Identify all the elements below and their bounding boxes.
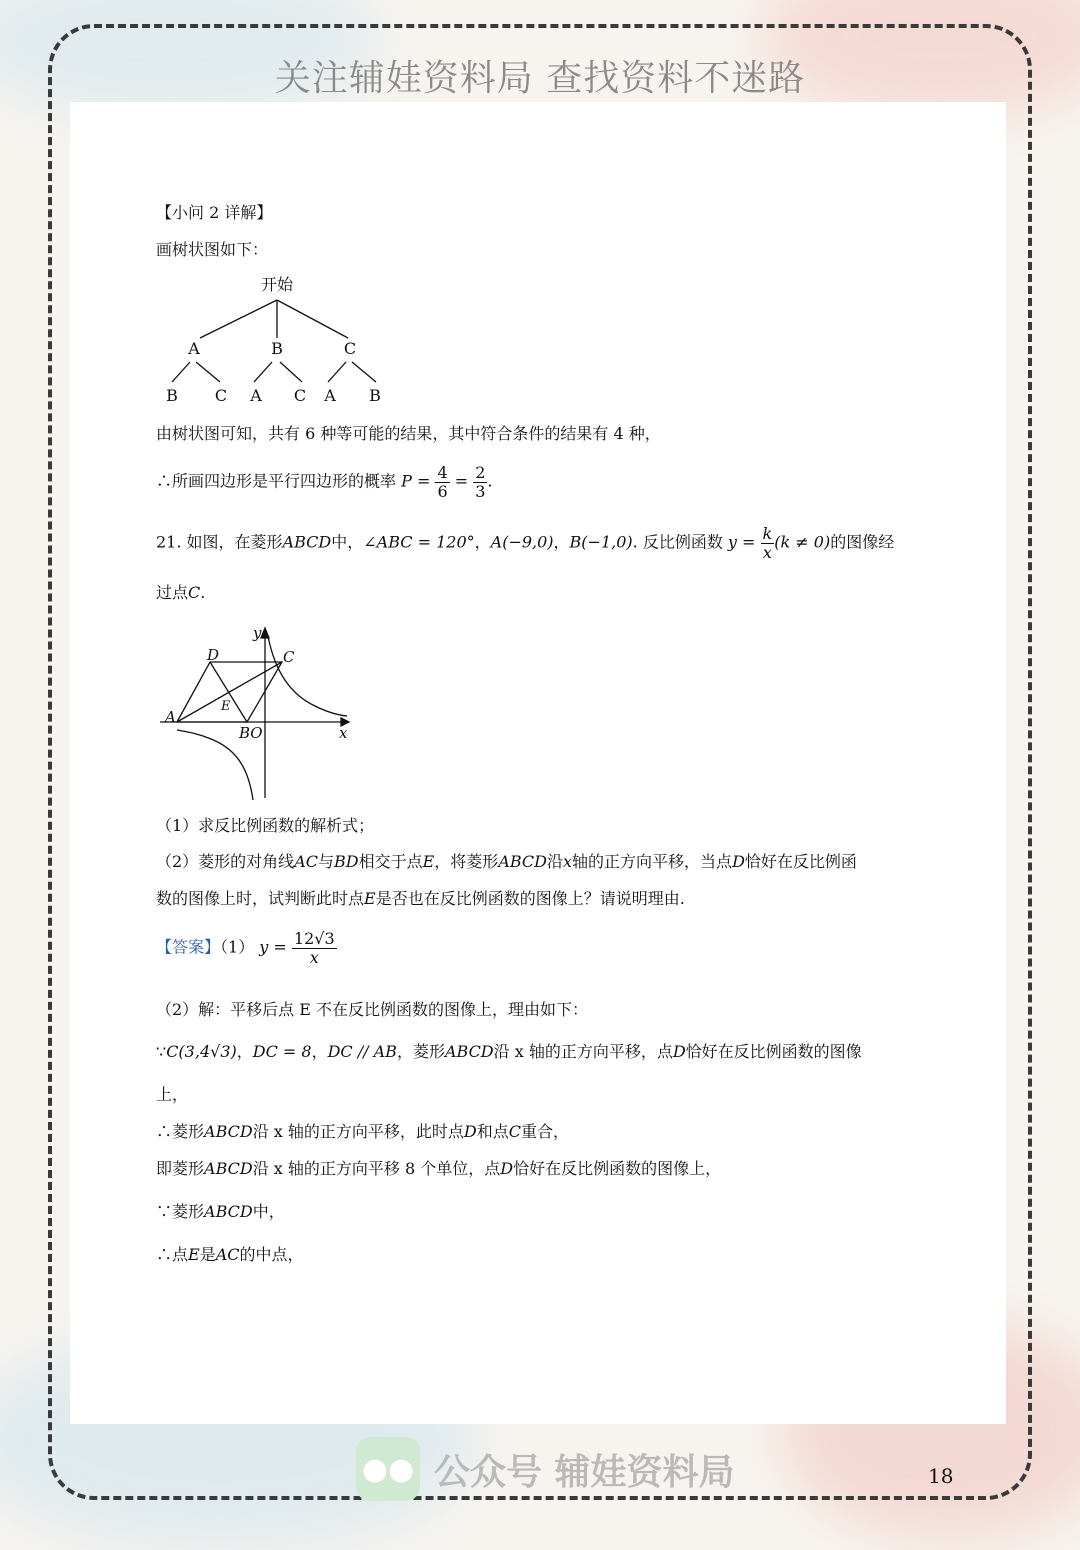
text: 沿 x 轴的正方向平移，此时点 bbox=[252, 1122, 464, 1141]
label-D: D bbox=[207, 646, 220, 664]
question-1: （1）求反比例函数的解析式； bbox=[156, 816, 375, 835]
frac-numerator: k bbox=[762, 524, 773, 543]
text: 恰好在反比例函数的图像上， bbox=[513, 1159, 722, 1178]
answer-therefore-1 bbox=[156, 1119, 569, 1142]
math: C bbox=[508, 1122, 521, 1141]
math: x bbox=[563, 852, 573, 871]
rhombus-figure bbox=[155, 622, 355, 804]
math: D bbox=[500, 1159, 514, 1178]
math: D bbox=[463, 1122, 477, 1141]
page-header-title: 关注辅娃资料局 查找资料不迷路 bbox=[274, 58, 806, 99]
math: ABCD bbox=[204, 1202, 253, 1221]
tree-conclusion: 由树状图可知，共有 6 种等可能的结果，其中符合条件的结果有 4 种， bbox=[156, 424, 661, 443]
footer-text: 公众号 辅娃资料局 bbox=[434, 1451, 735, 1493]
label-y: y bbox=[253, 624, 262, 642]
text: ∴点 bbox=[156, 1245, 189, 1264]
text: 相交于点 bbox=[358, 852, 423, 871]
text: ，将菱形 bbox=[434, 852, 499, 871]
frac-numerator: 12√3 bbox=[293, 929, 335, 948]
text: ∵ bbox=[156, 1042, 167, 1061]
text: 恰好在反比例函数的图像 bbox=[685, 1042, 862, 1061]
math: y = bbox=[727, 532, 756, 552]
text: 沿 bbox=[547, 852, 564, 871]
text: ， bbox=[236, 1042, 253, 1061]
text: 沿 x 轴的正方向平移，点 bbox=[493, 1042, 673, 1061]
tree-root: 开始 bbox=[260, 275, 294, 294]
fraction-12root3-x bbox=[292, 930, 337, 966]
problem-21-line2 bbox=[156, 580, 205, 603]
math: D bbox=[732, 852, 745, 871]
text: 沿 x 轴的正方向平移 8 个单位，点 bbox=[252, 1159, 501, 1178]
math: ABCD bbox=[444, 1042, 494, 1061]
label-E: E bbox=[221, 699, 231, 714]
fraction-k-x bbox=[761, 525, 775, 561]
math: ∠ABC = 120° bbox=[363, 532, 475, 552]
text: 恰好在反比例函 bbox=[744, 852, 857, 871]
frac-numerator: 2 bbox=[475, 463, 486, 482]
label-BO: BO bbox=[239, 724, 263, 742]
label-A: A bbox=[165, 708, 176, 726]
text: 的中点， bbox=[239, 1245, 304, 1264]
math: AC bbox=[294, 852, 318, 871]
text: 中， bbox=[252, 1202, 285, 1221]
wechat-icon: ●● bbox=[356, 1437, 420, 1501]
answer-because-1 bbox=[156, 1039, 862, 1062]
math: y = bbox=[259, 937, 287, 957]
frac-denominator: 3 bbox=[475, 481, 486, 501]
text: 是 bbox=[199, 1245, 216, 1264]
math: E bbox=[364, 889, 376, 908]
text: ∴菱形 bbox=[156, 1122, 205, 1141]
hyperbola-branch-1 bbox=[268, 636, 347, 716]
text: 中， bbox=[331, 532, 364, 552]
text: 和点 bbox=[476, 1122, 509, 1141]
text: 数的图像上时，试判断此时点 bbox=[156, 889, 365, 908]
math: (k ≠ 0) bbox=[774, 532, 831, 552]
tree-leaf: C bbox=[214, 386, 228, 405]
math: ABCD bbox=[498, 852, 547, 871]
frac-denominator: x bbox=[309, 947, 319, 967]
tree-leaf: B bbox=[369, 386, 381, 405]
math: DC = 8 bbox=[252, 1042, 312, 1061]
tree-leaf: C bbox=[293, 386, 307, 405]
text: 与 bbox=[317, 852, 334, 871]
text: 是否也在反比例函数的图像上？请说明理由. bbox=[375, 889, 685, 908]
answer-tag: 【答案】 bbox=[156, 937, 221, 957]
answer-since bbox=[156, 1199, 285, 1222]
text: 即菱形 bbox=[156, 1159, 205, 1178]
probability-line: ∴所画四边形是平行四边形的概率 P = $\frac{4}{6}$ = $\frac{2}{3}$ . bbox=[156, 463, 493, 501]
fraction-4-6 bbox=[435, 464, 449, 500]
section-heading: 【小问 2 详解】 bbox=[156, 203, 273, 222]
tree-intro: 画树状图如下： bbox=[156, 240, 269, 259]
answer-last bbox=[156, 1242, 304, 1265]
question-2-line1 bbox=[156, 849, 857, 872]
math: ABCD bbox=[204, 1122, 253, 1141]
math: E bbox=[422, 852, 435, 871]
page-number: 18 bbox=[928, 1464, 954, 1488]
prob-prefix: ∴所画四边形是平行四边形的概率 bbox=[156, 471, 397, 491]
text: （2）菱形的对角线 bbox=[156, 852, 295, 871]
answer-part-2: （2）解：平移后点 E 不在反比例函数的图像上，理由如下： bbox=[156, 1000, 589, 1019]
math: B(−1,0) bbox=[569, 532, 633, 552]
frac-denominator: 6 bbox=[437, 481, 448, 501]
frac-numerator: 4 bbox=[437, 463, 448, 482]
text: ∵菱形 bbox=[156, 1202, 205, 1221]
tree-node: C bbox=[343, 339, 357, 358]
text: ， bbox=[553, 532, 570, 552]
frac-denominator: x bbox=[762, 542, 772, 562]
math: ABCD bbox=[204, 1159, 253, 1178]
label-x: x bbox=[339, 724, 348, 742]
label-C: C bbox=[283, 648, 295, 666]
question-2-line2 bbox=[156, 886, 685, 909]
math: C(3,4√3) bbox=[166, 1042, 237, 1061]
tree-leaf: A bbox=[324, 386, 336, 405]
text: . bbox=[200, 583, 206, 602]
problem-21-line1 bbox=[156, 525, 894, 561]
text: ， bbox=[474, 532, 491, 552]
text: （1） bbox=[220, 937, 255, 957]
text: 轴的正方向平移，当点 bbox=[572, 852, 733, 871]
text: 21. 如图，在菱形 bbox=[156, 532, 283, 552]
tree-node: B bbox=[271, 339, 283, 358]
math: E bbox=[188, 1245, 200, 1264]
text: ，菱形 bbox=[396, 1042, 445, 1061]
text: ， bbox=[311, 1042, 328, 1061]
footer-watermark bbox=[356, 1436, 735, 1502]
answer-part-1 bbox=[156, 930, 337, 966]
fraction-2-3 bbox=[473, 464, 487, 500]
math: BD bbox=[334, 852, 359, 871]
answer-because-1-cont: 上， bbox=[156, 1085, 189, 1104]
math: D bbox=[672, 1042, 686, 1061]
tree-diagram bbox=[150, 268, 400, 412]
prob-P: P bbox=[401, 471, 412, 491]
math: C bbox=[188, 583, 201, 602]
tree-leaf: B bbox=[166, 386, 178, 405]
math: DC // AB bbox=[327, 1042, 397, 1061]
tree-leaf: A bbox=[250, 386, 262, 405]
math: AC bbox=[215, 1245, 240, 1264]
text: 过点 bbox=[156, 583, 189, 602]
answer-then bbox=[156, 1156, 721, 1179]
text: 重合， bbox=[521, 1122, 570, 1141]
text: . 反比例函数 bbox=[632, 532, 723, 552]
math: A(−9,0) bbox=[490, 532, 554, 552]
text: 的图像经 bbox=[830, 532, 895, 552]
math: ABCD bbox=[282, 532, 332, 552]
tree-node: A bbox=[188, 339, 200, 358]
